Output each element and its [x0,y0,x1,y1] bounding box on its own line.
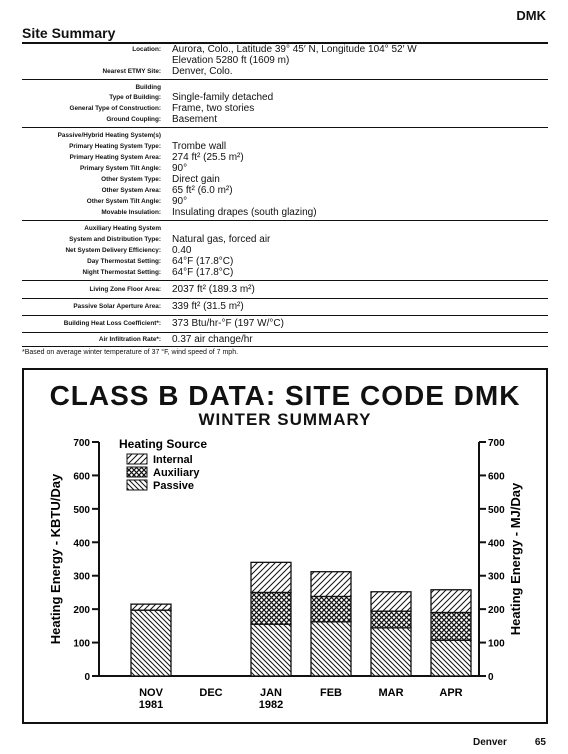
label-primary-area: Primary Heating System Area: [69,154,161,161]
y-axis-title-right: Heating Energy - MJ/Day [508,482,523,636]
value-other-type: Direct gain [172,174,220,185]
divider [22,332,548,333]
legend-label-internal: Internal [153,454,193,466]
y-tick-label-left: 100 [73,638,90,650]
legend-swatch-internal [127,454,147,464]
bar-segment-internal [251,562,291,592]
label-other-tilt: Other System Tilt Angle: [86,198,161,205]
value-loss-coefficient: 373 Btu/hr-°F (197 W/°C) [172,318,284,329]
divider [22,79,548,80]
row-etmy [22,66,548,78]
label-loss-coefficient: Building Heat Loss Coefficient*: [63,320,161,327]
y-tick-label-right: 100 [488,638,505,650]
bar-segment-auxiliary [371,611,411,628]
divider [22,298,548,299]
y-tick-label-left: 700 [73,438,90,449]
bar-segment-internal [431,590,471,613]
row-insulation [22,207,548,219]
x-tick-year-label: 1981 [138,699,164,711]
value-location: Aurora, Colo., Latitude 39° 45′ N, Longitude 104° 52′ W [172,44,417,55]
legend-label-passive: Passive [153,480,194,492]
bar-segment-passive [311,622,351,676]
y-tick-label-right: 200 [488,605,505,617]
label-building-type: Type of Building: [109,94,161,101]
row-aperture [22,301,548,313]
label-night-thermostat: Night Thermostat Setting: [82,269,161,276]
bar-segment-passive [431,640,471,676]
bar-segment-internal [371,592,411,611]
y-tick-label-left: 500 [73,504,90,516]
row-night-thermostat [22,267,548,279]
y-tick-label-right: 500 [488,504,505,516]
heading-passive: Passive/Hybrid Heating System(s) [57,132,161,139]
x-tick-label: JAN [259,687,283,699]
bar-segment-internal [131,604,171,610]
label-insulation: Movable Insulation: [101,209,161,216]
bar-segment-passive [131,610,171,676]
bar-segment-passive [251,624,291,676]
legend-swatch-passive [127,480,147,490]
x-tick-label: APR [439,687,463,699]
section-title: Site Summary [22,25,116,41]
value-infiltration: 0.37 air change/hr [172,334,253,345]
x-tick-label: NOV [139,687,163,699]
label-coupling: Ground Coupling: [106,116,161,123]
divider [22,127,548,128]
y-axis-title-left: Heating Energy - KBTU/Day [48,473,63,645]
label-distribution: System and Distribution Type: [69,236,161,243]
chart-subtitle: WINTER SUMMARY [198,410,372,429]
row-infiltration [22,334,548,346]
bar-segment-auxiliary [251,592,291,624]
row-coupling [22,114,548,126]
label-primary-type: Primary Heating System Type: [69,143,161,150]
value-night-thermostat: 64°F (17.8°C) [172,267,234,278]
bar-chart [24,370,546,722]
y-tick-label-left: 400 [73,538,90,550]
y-tick-label-left: 200 [73,605,90,617]
value-coupling: Basement [172,114,218,125]
chart-frame [22,368,548,724]
page-number: 65 [534,737,546,748]
value-construction: Frame, two stories [172,103,255,114]
y-tick-label-right: 700 [488,438,505,449]
y-tick-label-right: 600 [488,471,505,483]
x-tick-label: MAR [378,687,404,699]
label-etmy: Nearest ETMY Site: [102,68,161,75]
divider [22,280,548,281]
value-etmy: Denver, Colo. [172,66,233,77]
bar-segment-auxiliary [431,612,471,640]
label-living-area: Living Zone Floor Area: [89,286,161,293]
value-aperture: 339 ft² (31.5 m²) [172,301,244,312]
value-distribution: Natural gas, forced air [172,234,271,245]
page-footer [445,737,546,748]
footer-city: Denver [472,737,507,748]
row-living-area [22,284,548,296]
label-other-type: Other System Type: [101,176,161,183]
bar-segment-internal [311,572,351,597]
label-efficiency: Net System Delivery Efficiency: [65,247,161,254]
x-tick-year-label: 1982 [258,699,284,711]
site-code-header: DMK [516,8,546,23]
label-primary-tilt: Primary System Tilt Angle: [80,165,161,172]
row-loss-coefficient [22,318,548,330]
value-primary-tilt: 90° [172,163,188,174]
y-tick-label-left: 300 [73,571,90,583]
label-location: Location: [132,46,161,53]
y-tick-label-left: 600 [73,471,90,483]
divider [22,346,548,347]
x-tick-label: FEB [320,687,342,699]
value-living-area: 2037 ft² (189.3 m²) [172,284,255,295]
value-other-tilt: 90° [172,196,188,207]
label-other-area: Other System Area: [101,187,161,194]
value-building-type: Single-family detached [172,92,274,103]
bar-segment-passive [371,628,411,676]
value-day-thermostat: 64°F (17.8°C) [172,256,234,267]
value-primary-area: 274 ft² (25.5 m²) [172,152,244,163]
chart-title: CLASS B DATA: SITE CODE DMK [49,380,521,411]
heading-auxiliary: Auxiliary Heating System [84,225,161,232]
value-primary-type: Trombe wall [172,141,227,152]
heading-building: Building [135,84,161,91]
y-tick-label-right: 400 [488,538,505,550]
divider [22,315,548,316]
y-tick-label-right: 300 [488,571,505,583]
footnote: *Based on average winter temperature of 37 °F, wind speed of 7 mph. [22,349,239,356]
label-aperture: Passive Solar Aperture Area: [73,303,161,310]
y-tick-label-right: 0 [488,672,494,683]
value-efficiency: 0.40 [172,245,192,256]
value-elevation: Elevation 5280 ft (1609 m) [172,55,290,66]
legend-title: Heating Source [119,437,208,451]
label-infiltration: Air Infiltration Rate*: [98,336,161,343]
label-construction: General Type of Construction: [69,105,161,112]
value-other-area: 65 ft² (6.0 m²) [172,185,233,196]
label-day-thermostat: Day Thermostat Setting: [87,258,161,265]
value-insulation: Insulating drapes (south glazing) [172,207,317,218]
y-tick-label-left: 0 [84,672,90,683]
bar-segment-auxiliary [311,596,351,621]
divider [22,220,548,221]
legend-swatch-auxiliary [127,467,147,477]
x-tick-label: DEC [199,687,223,699]
legend-label-auxiliary: Auxiliary [153,467,200,479]
